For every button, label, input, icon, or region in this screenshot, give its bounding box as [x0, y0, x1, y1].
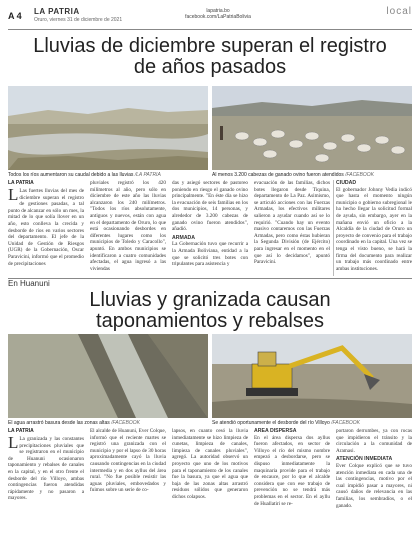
caption-text: Al menos 3.200 cabezas de ganado ovino fueron atendidos [212, 172, 344, 178]
body-text: La granizada y las constantes precipitaciones pluviales que se registraron en el municipio de Huanuni ocasionaron taponamiento y rebalses de canales en la capital, y en el otro frente el desborde del río Villoyo, ambas contingencias fueron atendidas rápidamente y no pasaron a mayores. [8, 436, 84, 502]
caption-text: Todos los ríos aumentaron su caudal debido a las lluvias [8, 172, 134, 178]
dropcap: L [8, 188, 19, 204]
story1-col1 [8, 188, 84, 276]
caption-credit: /LA PATRIA [134, 172, 161, 178]
facebook-link[interactable]: facebook.com/LaPatriaBolivia [185, 14, 251, 20]
story1-headline: Lluvias de diciembre superan el registro de años pasados [33, 35, 387, 78]
body-text: La Gobernación tuvo que recurrir a la Armada Boliviana, entidad a la que se solicitó tres botes con tripulantes para asistencia y [172, 241, 248, 268]
newspaper-name: LA PATRIA [34, 7, 80, 16]
page-number: A 4 [8, 11, 22, 21]
story1-subhead-ciudad: CIUDAD [336, 180, 357, 186]
story1-col2: pluviales registró los 420 milímetros al año, pero sólo en diciembre de este año las lluvias alcanzaron los 240 milímetros. "Todos los ríos absolutamente, antiguos y nuevos, están con agua en el departamento de Oruro, lo que está ocasionando desbordes en diferentes lugares como los municipios de Toledo y Caracollo", apuntó. En ambos municipios se identificaron a cuatro comunidades afectadas, el agua ingresó a las viviendas [90, 180, 166, 272]
caption-credit: /FACEBOOK [345, 172, 374, 178]
body-text: En el área dispersa dos ayllus fueron afectados, en sector de Villoyo el río del mismo nombre empezó a desbordarse, pero se dispuso inmediatamente la maquinaria provide para el trabajo de encauce, por lo que el alcalde considera que con ese trabajo de prevención no se tendrá más problemas en el sector. En el ayllu de Huallatiri se re- [254, 434, 330, 507]
body-text: Ever Colque explicó que se tuvo atención inmediata en cada una de las contingencias, motivo por el cual impidió pasar a mayores, ni causó daños de relevancia en las familias, los sembradíos, o el ganado. [336, 462, 412, 509]
story2-photo2-caption [212, 420, 360, 426]
story2-photo-canal [8, 334, 208, 418]
story1-subhead-armada: ARMADA [172, 234, 196, 241]
column-divider [333, 180, 334, 276]
story2-byline: LA PATRIA [8, 428, 34, 434]
story1-col4: evacuación de las familias, dichos botes llegaron desde Tiquina, departamento de La Paz. Asimismo, se articuló acciones con las Fuerzas Armadas, los efectivos militares salieron a ayudar cuando así se lo requirió. "Cuando hay un evento masivo contaremos con las Fuerzas Armadas, pero como éstas hubieran la Segunda División (de Ejército) para ingresar en el momento en el que así lo decidamos", apuntó Paravicini. [254, 180, 330, 266]
story2-col4 [254, 428, 330, 530]
story1-byline: LA PATRIA [8, 180, 34, 186]
story1-photo-sheep [212, 86, 412, 170]
website-link[interactable]: lapatria.bo [206, 8, 230, 14]
body-text: Las fuertes lluvias del mes de diciembre superan el registro de gestiones pasadas, a tal punto de alcanzar en sólo un mes, la mitad de lo que solía llover en un año, esto conlleva la crecida y desborde de ríos en varios sectores del departamento. El jefe de la Unidad de Gestión de Riesgos (UGR) de la Gobernación, Oscar Paravicini, informó que el promedio de precipitaciones [8, 188, 84, 267]
story2-photo1-caption [8, 420, 140, 426]
header-contact [168, 8, 268, 20]
story2-headline: Lluvias y granizada causan taponamientos y rebalses [89, 289, 331, 332]
caption-text: El agua arrastró basura desde las zonas altas [8, 420, 110, 426]
header-left [8, 6, 123, 24]
story1-photo2-caption [212, 172, 374, 178]
date-line: Oruro, viernes 31 de diciembre de 2021 [34, 17, 123, 23]
story2-col2: El alcalde de Huanuni, Ever Colque, informó que el reciente martes se registró una granizada con el municipio y por el lapso de 30 horas aproximadamente cayó la lluvia causando contingencias en la ciudad intermedia y en dos ayllus del área rural. "No fue posible resistir las aguas pluviales, embovedados y fuimos sobre un serie de co- [90, 428, 166, 494]
caption-credit: /FACEBOOK [331, 420, 360, 426]
story1-col5 [336, 180, 412, 276]
caption-credit: /FACEBOOK [111, 420, 140, 426]
body-text: El gobernador Johnny Vedia indicó que hasta el momento ningún municipio o gobierno subregional le ha hecho llegar la solicitud formal de ayuda, sin embargo, ayer en la mañana envió un oficio a la Alcaldía de la ciudad de Oruro un proyecto de convenio para el trabajo coordinado en la capital. Una vez se tenga el visto bueno, se hará la firma del documento para realizar un trabajo más coordinado entre ambas instituciones. [336, 186, 412, 272]
dropcap: L [8, 436, 19, 452]
story2-col5 [336, 428, 412, 530]
story2-col3: lapsos, en cuanto cesó la lluvia inmediatamente se hizo limpieza de cunetas, limpieza de canales, limpieza de canales pluviales", agregó. La autoridad observó un proyecto que uno de los motivos para el taponamiento de los canales fue la basura, ya que el agua que baja de las zonas altas arrastró residuos sólidos que generaron dichos colapsos. [172, 428, 248, 500]
story2-photo-excavator [212, 334, 412, 418]
story2-subhead-atencion: ATENCIÓN INMEDIATA [336, 456, 393, 463]
body-text: das y asiegó sectores de pastoreo poniendo en riesgo el ganado ovino principalmente. "En éste día se hizo la evacuación de seis familias en los dos municipios, 14 personas, y alrededor de 3.200 cabezas de ganado ovino fueron atendidos", añadió. [172, 180, 248, 233]
section-rule [8, 278, 412, 279]
section-name: local [386, 6, 412, 17]
story2-col1 [8, 436, 84, 530]
caption-text: Se atendió oportunamente el desborde del río Villoyo [212, 420, 330, 426]
story1-col3 [172, 180, 248, 276]
header-rule [8, 29, 412, 30]
page-header [8, 6, 412, 28]
body-text: portaron derrumbes, ya con rocas que impidieron el tránsito y la circulación a la comunidad de Aramasi. [336, 428, 412, 454]
section-label-huanuni: En Huanuni [8, 279, 50, 288]
story1-photo1-caption [8, 172, 161, 178]
story1-photo-river [8, 86, 208, 170]
story2-subhead-area-dispersa: ÁREA DISPERSA [254, 428, 297, 434]
